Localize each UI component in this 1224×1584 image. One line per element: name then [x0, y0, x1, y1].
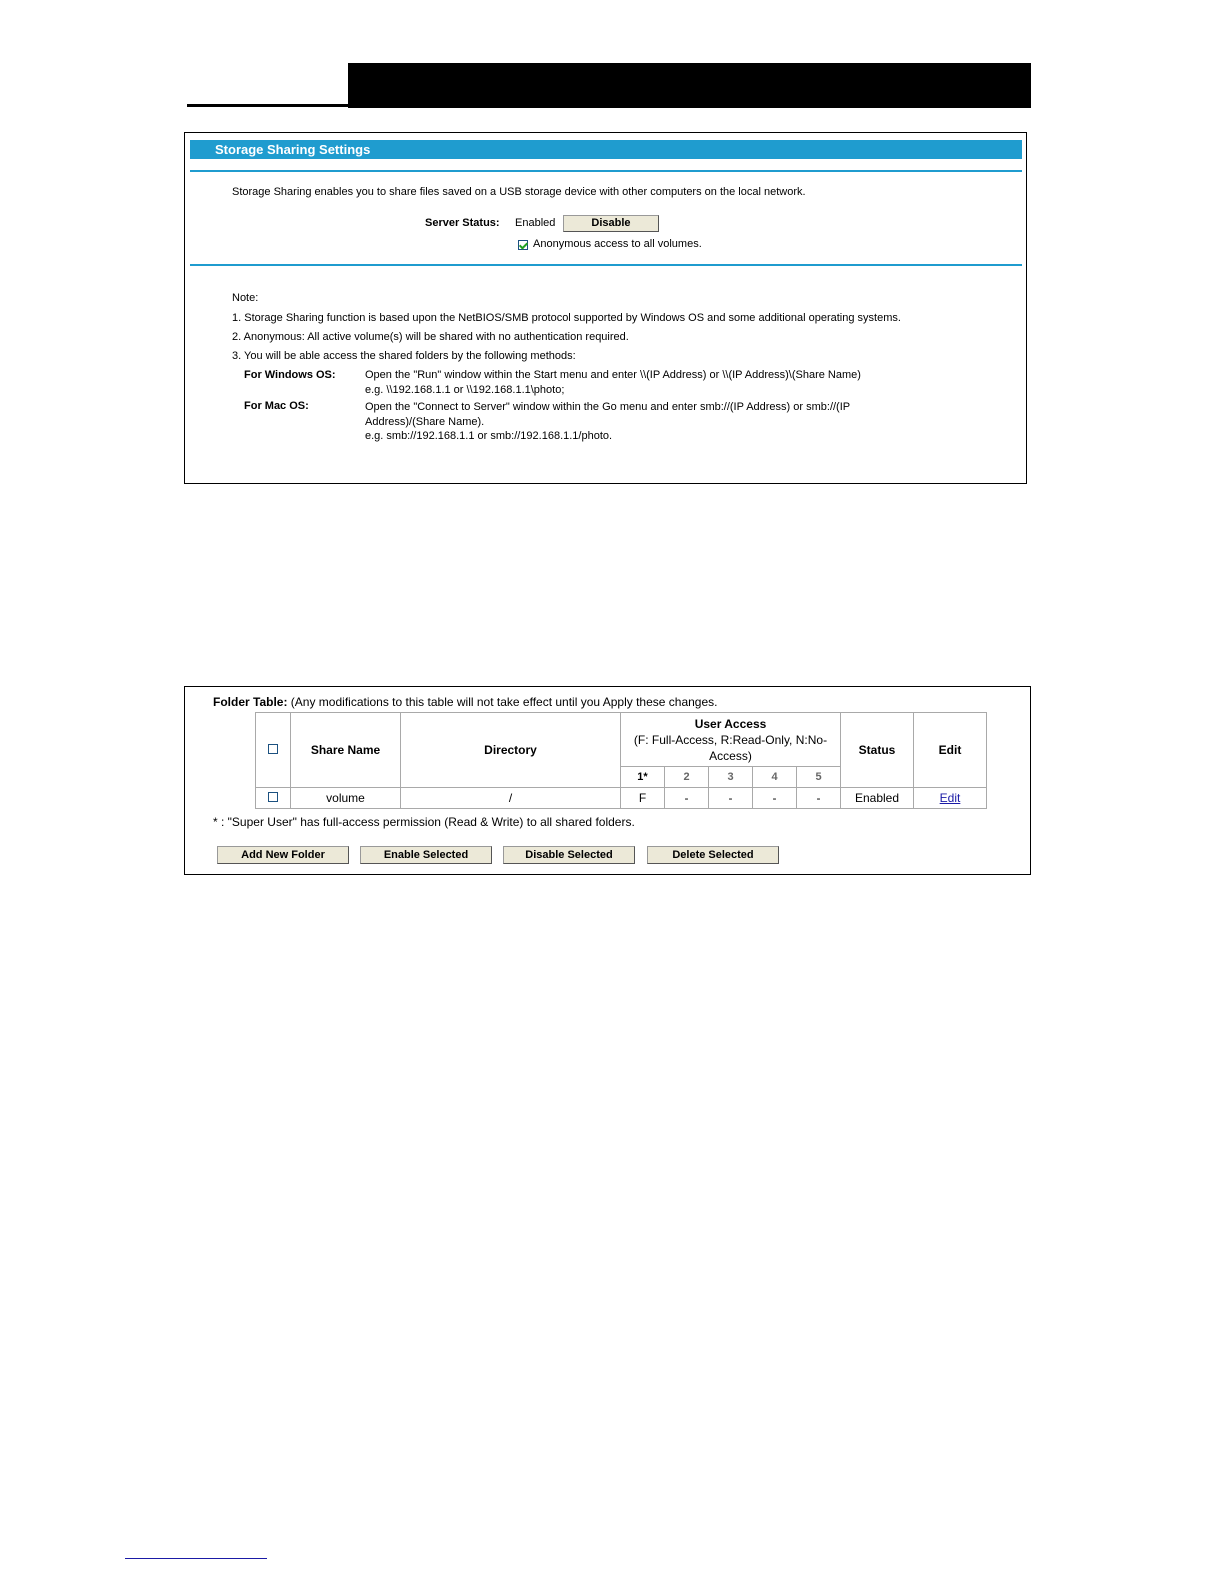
row-access-5: -: [797, 788, 841, 809]
header-bar: [348, 63, 1031, 108]
folder-table-panel: [184, 686, 1031, 875]
row-checkbox[interactable]: [268, 792, 278, 802]
col-user-5: 5: [797, 767, 841, 788]
note-item: 1. Storage Sharing function is based upon the NetBIOS/SMB protocol supported by Windows OS and some additional operating systems.: [232, 312, 901, 324]
disable-selected-button[interactable]: Disable Selected: [503, 846, 635, 864]
select-all-checkbox[interactable]: [268, 744, 278, 754]
table-row: [256, 788, 987, 809]
row-status: Enabled: [841, 788, 914, 809]
windows-instruction: Open the "Run" window within the Start menu and enter \\(IP Address) or \\(IP Address)\(Share Name): [365, 369, 861, 381]
col-directory: Directory: [401, 713, 621, 788]
edit-link[interactable]: Edit: [939, 791, 961, 805]
super-user-footnote: * : "Super User" has full-access permission (Read & Write) to all shared folders.: [213, 815, 635, 829]
panel-title: Storage Sharing Settings: [190, 140, 1022, 159]
col-user-2: 2: [665, 767, 709, 788]
divider: [190, 170, 1022, 172]
row-directory: /: [401, 788, 621, 809]
header-underline: [187, 104, 349, 107]
col-user-access: [621, 713, 841, 767]
footer-link-underline: [125, 1558, 267, 1559]
delete-selected-button[interactable]: Delete Selected: [647, 846, 779, 864]
row-access-1: F: [621, 788, 665, 809]
folder-table-hint: (Any modifications to this table will not take effect until you Apply these changes.: [290, 695, 718, 709]
folder-table: [255, 712, 987, 809]
user-access-note: (F: Full-Access, R:Read-Only, N:No-: [633, 732, 828, 747]
row-access-4: -: [753, 788, 797, 809]
mac-instruction: Open the "Connect to Server" window within the Go menu and enter smb://(IP Address) or smb://(IP: [365, 401, 851, 413]
enable-selected-button[interactable]: Enable Selected: [360, 846, 492, 864]
folder-table-heading: [213, 695, 717, 709]
server-status-value: Enabled: [515, 217, 556, 229]
col-edit: Edit: [914, 713, 987, 788]
windows-example: e.g. \\192.168.1.1 or \\192.168.1.1\photo;: [365, 384, 565, 396]
col-share-name: Share Name: [291, 713, 401, 788]
note-item: 3. You will be able access the shared folders by the following methods:: [232, 350, 576, 362]
windows-label: For Windows OS:: [244, 369, 336, 381]
user-access-note-cont: Access): [709, 748, 752, 763]
add-new-folder-button[interactable]: Add New Folder: [217, 846, 349, 864]
col-user-4: 4: [753, 767, 797, 788]
row-share-name: volume: [291, 788, 401, 809]
storage-sharing-panel: [184, 132, 1027, 484]
anonymous-checkbox[interactable]: [518, 240, 528, 250]
server-status-label: Server Status:: [425, 217, 500, 229]
anonymous-label: Anonymous access to all volumes.: [533, 238, 702, 250]
divider: [190, 264, 1022, 266]
intro-text: Storage Sharing enables you to share files saved on a USB storage device with other computers on the local network.: [232, 186, 806, 198]
col-user-3: 3: [709, 767, 753, 788]
disable-button[interactable]: Disable: [563, 215, 659, 232]
col-status: Status: [841, 713, 914, 788]
row-access-3: -: [709, 788, 753, 809]
mac-instruction-cont: Address)/(Share Name).: [365, 416, 485, 428]
row-access-2: -: [665, 788, 709, 809]
mac-label: For Mac OS:: [244, 400, 309, 412]
mac-example: e.g. smb://192.168.1.1 or smb://192.168.1.1/photo.: [365, 430, 613, 442]
user-access-title: User Access: [694, 716, 767, 731]
note-item: 2. Anonymous: All active volume(s) will be shared with no authentication required.: [232, 331, 629, 343]
note-heading: Note:: [232, 292, 259, 304]
col-user-1: 1*: [621, 767, 665, 788]
folder-table-label: Folder Table:: [213, 695, 288, 709]
